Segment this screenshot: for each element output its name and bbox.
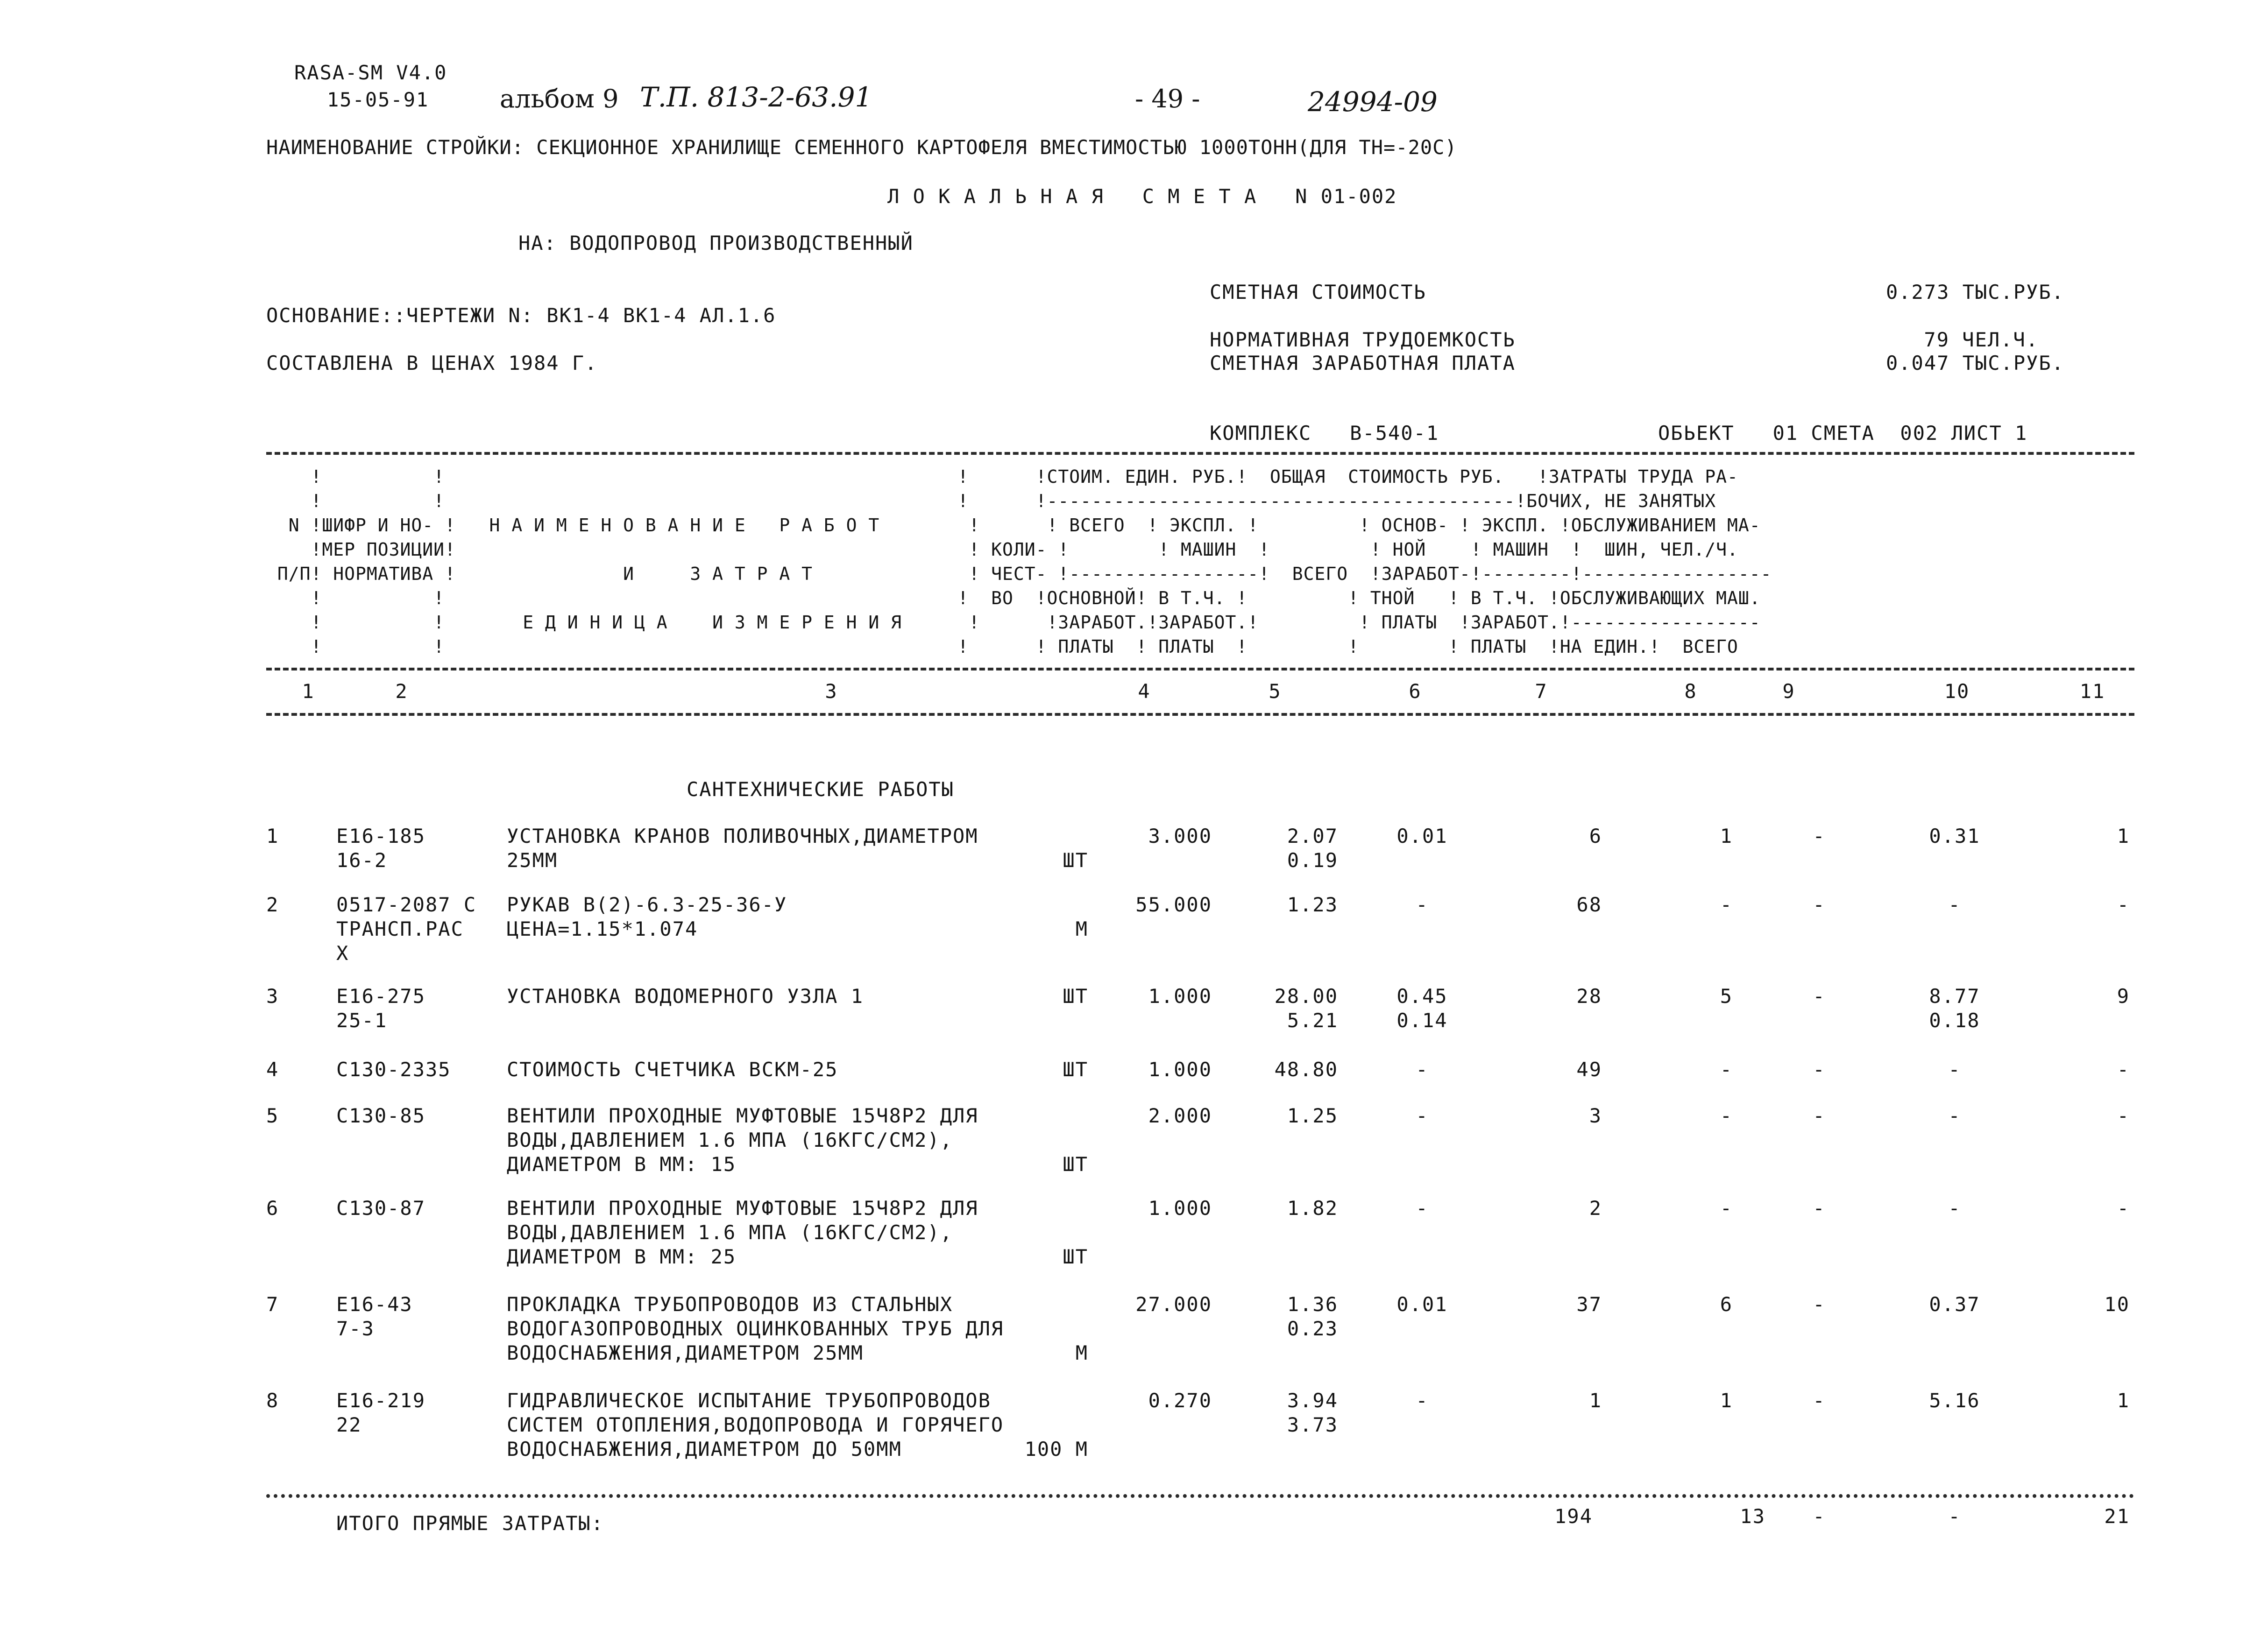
work-name: УСТАНОВКА КРАНОВ ПОЛИВОЧНЫХ,ДИАМЕТРОМ xyxy=(507,825,978,847)
work-name: ДИАМЕТРОМ В ММ: 15 xyxy=(507,1153,737,1176)
work-name: ЦЕНА=1.15*1.074 xyxy=(507,917,698,940)
unit: М xyxy=(1075,917,1088,940)
summary-labor-label: НОРМАТИВНАЯ ТРУДОЕМКОСТЬ xyxy=(1210,328,1516,351)
row-number: 8 xyxy=(266,1389,279,1412)
quantity: 27.000 xyxy=(1135,1293,1212,1316)
norm-code: С130-2335 xyxy=(336,1058,451,1081)
quantity: 1.000 xyxy=(1148,985,1212,1008)
row-number: 4 xyxy=(266,1058,279,1081)
total-cost: 1 xyxy=(1589,1389,1602,1412)
summary-wage-label: СМЕТНАЯ ЗАРАБОТНАЯ ПЛАТА xyxy=(1210,352,1516,374)
unit: ШТ xyxy=(1063,1245,1088,1268)
totals-labor-total: 21 xyxy=(2104,1505,2130,1528)
labor-per-unit: - xyxy=(1948,1104,1961,1127)
unit: ШТ xyxy=(1063,1153,1088,1176)
norm-code: Е16-43 xyxy=(336,1293,413,1316)
unit-cost-total: 28.00 xyxy=(1274,985,1338,1008)
row-number: 7 xyxy=(266,1293,279,1316)
total-machines: - xyxy=(1813,1058,1826,1081)
column-number: 9 xyxy=(1782,680,1795,703)
total-wage: 6 xyxy=(1720,1293,1733,1316)
work-name: РУКАВ В(2)-6.3-25-36-У xyxy=(507,893,787,916)
document-code: 24994-09 xyxy=(1308,86,1438,118)
table-header-line: ! ! ! !------------------------------------------!БОЧИХ, НЕ ЗАНЯТЫХ xyxy=(266,491,1716,511)
total-wage: 1 xyxy=(1720,1389,1733,1412)
totals-label: ИТОГО ПРЯМЫЕ ЗАТРАТЫ: xyxy=(336,1512,604,1535)
work-name: ВОДОСНАБЖЕНИЯ,ДИАМЕТРОМ ДО 50ММ xyxy=(507,1438,902,1460)
work-name: ГИДРАВЛИЧЕСКОЕ ИСПЫТАНИЕ ТРУБОПРОВОДОВ xyxy=(507,1389,991,1412)
estimate-subject: НА: ВОДОПРОВОД ПРОИЗВОДСТВЕННЫЙ xyxy=(518,232,914,254)
labor-per-unit: 5.16 xyxy=(1929,1389,1980,1412)
unit-cost-wage: 5.21 xyxy=(1287,1009,1338,1032)
total-machines: - xyxy=(1813,1389,1826,1412)
total-machines: - xyxy=(1813,825,1826,847)
row-number: 2 xyxy=(266,893,279,916)
unit-cost-machines: - xyxy=(1416,1197,1429,1220)
labor-per-unit: - xyxy=(1948,1197,1961,1220)
unit: ШТ xyxy=(1063,1058,1088,1081)
unit: 100 М xyxy=(1024,1438,1088,1460)
total-machines: - xyxy=(1813,893,1826,916)
quantity: 55.000 xyxy=(1135,893,1212,916)
labor-per-unit: 0.37 xyxy=(1929,1293,1980,1316)
summary-labor-value: 79 ЧЕЛ.Ч. xyxy=(1924,328,2039,351)
norm-code: Е16-219 xyxy=(336,1389,426,1412)
norm-code: 25-1 xyxy=(336,1009,388,1032)
unit-cost-machines: 0.45 xyxy=(1396,985,1448,1008)
album-number: Т.П. 813-2-63.91 xyxy=(640,81,872,113)
work-name: ДИАМЕТРОМ В ММ: 25 xyxy=(507,1245,737,1268)
quantity: 1.000 xyxy=(1148,1058,1212,1081)
table-header-line: ! ! ! !СТОИМ. ЕДИН. РУБ.! ОБЩАЯ СТОИМОСТЬ РУБ. !ЗАТРАТЫ ТРУДА РА- xyxy=(266,466,1738,487)
unit-cost-machines: - xyxy=(1416,1104,1429,1127)
prices-line: СОСТАВЛЕНА В ЦЕНАХ 1984 Г. xyxy=(266,352,598,374)
column-number: 5 xyxy=(1269,680,1282,703)
work-name: ПРОКЛАДКА ТРУБОПРОВОДОВ ИЗ СТАЛЬНЫХ xyxy=(507,1293,953,1316)
column-number: 3 xyxy=(825,680,838,703)
work-name: ВЕНТИЛИ ПРОХОДНЫЕ МУФТОВЫЕ 15Ч8Р2 ДЛЯ xyxy=(507,1104,978,1127)
page-number: - 49 - xyxy=(1135,84,1200,113)
norm-code: ТРАНСП.РАС xyxy=(336,917,464,940)
unit: ШТ xyxy=(1063,985,1088,1008)
labor-total: - xyxy=(2117,1058,2130,1081)
object-ref: ОБЬЕКТ 01 СМЕТА 002 ЛИСТ 1 xyxy=(1658,422,2028,444)
labor-total: - xyxy=(2117,1197,2130,1220)
total-cost: 3 xyxy=(1589,1104,1602,1127)
unit-cost-machines: - xyxy=(1416,1389,1429,1412)
summary-cost-value: 0.273 ТЫС.РУБ. xyxy=(1885,281,2064,303)
work-name: УСТАНОВКА ВОДОМЕРНОГО УЗЛА 1 xyxy=(507,985,864,1008)
quantity: 1.000 xyxy=(1148,1197,1212,1220)
total-wage: 1 xyxy=(1720,825,1733,847)
unit-cost-wage: 0.19 xyxy=(1287,849,1338,872)
total-cost: 2 xyxy=(1589,1197,1602,1220)
labor-total: - xyxy=(2117,893,2130,916)
totals-rule xyxy=(266,1494,2134,1498)
total-cost: 6 xyxy=(1589,825,1602,847)
labor-per-unit: 0.18 xyxy=(1929,1009,1980,1032)
unit-cost-machines: - xyxy=(1416,1058,1429,1081)
quantity: 0.270 xyxy=(1148,1389,1212,1412)
norm-code: С130-87 xyxy=(336,1197,426,1220)
work-name: ВЕНТИЛИ ПРОХОДНЫЕ МУФТОВЫЕ 15Ч8Р2 ДЛЯ xyxy=(507,1197,978,1220)
unit-cost-total: 2.07 xyxy=(1287,825,1338,847)
total-wage: - xyxy=(1720,1104,1733,1127)
work-name: СИСТЕМ ОТОПЛЕНИЯ,ВОДОПРОВОДА И ГОРЯЧЕГО xyxy=(507,1413,1004,1436)
labor-per-unit: 0.31 xyxy=(1929,825,1980,847)
column-number: 6 xyxy=(1409,680,1422,703)
norm-code: Е16-275 xyxy=(336,985,426,1008)
project-title: НАИМЕНОВАНИЕ СТРОЙКИ: СЕКЦИОННОЕ ХРАНИЛИЩЕ СЕМЕННОГО КАРТОФЕЛЯ ВМЕСТИМОСТЬЮ 1000ТОНН(ДЛЯ ТН=-20С) xyxy=(266,136,1457,159)
unit-cost-wage: 3.73 xyxy=(1287,1413,1338,1436)
table-header-line: !МЕР ПОЗИЦИИ! ! КОЛИ- ! ! МАШИН ! ! НОЙ ! МАШИН ! ШИН, ЧЕЛ./Ч. xyxy=(266,539,1738,560)
row-number: 5 xyxy=(266,1104,279,1127)
section-title: САНТЕХНИЧЕСКИЕ РАБОТЫ xyxy=(687,778,955,801)
column-number: 2 xyxy=(395,680,408,703)
unit-cost-machines: 0.01 xyxy=(1396,825,1448,847)
work-name: ВОДОГАЗОПРОВОДНЫХ ОЦИНКОВАННЫХ ТРУБ ДЛЯ xyxy=(507,1317,1004,1340)
labor-total: 1 xyxy=(2117,1389,2130,1412)
column-number: 7 xyxy=(1535,680,1548,703)
total-wage: 5 xyxy=(1720,985,1733,1008)
column-number: 10 xyxy=(1944,680,1970,703)
table-header-line: П/П! НОРМАТИВА ! И З А Т Р А Т ! ЧЕСТ- !-----------------! ВСЕГО !ЗАРАБОТ-!--------!----------------- xyxy=(266,564,1772,584)
unit-cost-total: 1.36 xyxy=(1287,1293,1338,1316)
column-number: 1 xyxy=(302,680,315,703)
quantity: 2.000 xyxy=(1148,1104,1212,1127)
unit-cost-total: 48.80 xyxy=(1274,1058,1338,1081)
row-number: 3 xyxy=(266,985,279,1008)
summary-wage-value: 0.047 ТЫС.РУБ. xyxy=(1885,352,2064,374)
labor-total: 10 xyxy=(2104,1293,2130,1316)
labor-per-unit: - xyxy=(1948,893,1961,916)
total-machines: - xyxy=(1813,1104,1826,1127)
total-machines: - xyxy=(1813,985,1826,1008)
summary-cost-label: СМЕТНАЯ СТОИМОСТЬ xyxy=(1210,281,1426,303)
row-number: 1 xyxy=(266,825,279,847)
work-name: ВОДОСНАБЖЕНИЯ,ДИАМЕТРОМ 25ММ xyxy=(507,1341,864,1364)
unit: ШТ xyxy=(1063,849,1088,872)
unit-cost-total: 1.25 xyxy=(1287,1104,1338,1127)
unit-cost-wage: 0.23 xyxy=(1287,1317,1338,1340)
unit-cost-machines-wage: 0.14 xyxy=(1396,1009,1448,1032)
labor-per-unit: 8.77 xyxy=(1929,985,1980,1008)
total-cost: 37 xyxy=(1576,1293,1602,1316)
column-number: 8 xyxy=(1684,680,1697,703)
system-label: RASA-SM V4.0 xyxy=(294,61,447,84)
norm-code: 16-2 xyxy=(336,849,388,872)
total-wage: - xyxy=(1720,1058,1733,1081)
labor-per-unit: - xyxy=(1948,1058,1961,1081)
column-number: 11 xyxy=(2079,680,2105,703)
basis-line: ОСНОВАНИЕ::ЧЕРТЕЖИ N: ВК1-4 ВК1-4 АЛ.1.6 xyxy=(266,304,776,327)
unit-cost-machines: 0.01 xyxy=(1396,1293,1448,1316)
work-name: СТОИМОСТЬ СЧЕТЧИКА ВСКМ-25 xyxy=(507,1058,838,1081)
labor-total: 9 xyxy=(2117,985,2130,1008)
labor-total: - xyxy=(2117,1104,2130,1127)
table-header-line: ! ! Е Д И Н И Ц А И З М Е Р Е Н И Я ! !ЗАРАБОТ.!ЗАРАБОТ.! ! ПЛАТЫ !ЗАРАБОТ.!----------------- xyxy=(266,612,1761,633)
totals-labor-unit: - xyxy=(1948,1505,1961,1528)
table-header-line: ! ! ! ! ПЛАТЫ ! ПЛАТЫ ! ! ! ПЛАТЫ !НА ЕДИН.! ВСЕГО xyxy=(266,636,1738,657)
norm-code: 0517-2087 С xyxy=(336,893,477,916)
album-prefix: альбом 9 xyxy=(500,84,619,113)
total-wage: - xyxy=(1720,893,1733,916)
row-number: 6 xyxy=(266,1197,279,1220)
norm-code: Х xyxy=(336,942,349,965)
estimate-title: Л О К А Л Ь Н А Я С М Е Т А N 01-002 xyxy=(887,185,1397,208)
unit-cost-total: 3.94 xyxy=(1287,1389,1338,1412)
total-wage: - xyxy=(1720,1197,1733,1220)
unit-cost-machines: - xyxy=(1416,893,1429,916)
table-header-line: N !ШИФР И НО- ! Н А И М Е Н О В А Н И Е Р А Б О Т ! ! ВСЕГО ! ЭКСПЛ. ! ! ОСНОВ- ! ЭКСПЛ. !ОБСЛУЖИВАНИЕМ МА- xyxy=(266,515,1761,536)
unit: М xyxy=(1075,1341,1088,1364)
unit-cost-total: 1.82 xyxy=(1287,1197,1338,1220)
total-cost: 49 xyxy=(1576,1058,1602,1081)
work-name: ВОДЫ,ДАВЛЕНИЕМ 1.6 МПА (16КГС/СМ2), xyxy=(507,1221,953,1244)
totals-mach: - xyxy=(1813,1505,1826,1528)
total-cost: 28 xyxy=(1576,985,1602,1008)
table-header-line: ! ! ! ВО !ОСНОВНОЙ! В Т.Ч. ! ! ТНОЙ ! В Т.Ч. !ОБСЛУЖИВАЮЩИХ МАШ. xyxy=(266,588,1761,608)
unit-cost-total: 1.23 xyxy=(1287,893,1338,916)
total-machines: - xyxy=(1813,1293,1826,1316)
totals-wage: 13 xyxy=(1740,1505,1765,1528)
norm-code: 7-3 xyxy=(336,1317,375,1340)
norm-code: Е16-185 xyxy=(336,825,426,847)
totals-total: 194 xyxy=(1554,1505,1593,1528)
norm-code: С130-85 xyxy=(336,1104,426,1127)
total-machines: - xyxy=(1813,1197,1826,1220)
quantity: 3.000 xyxy=(1148,825,1212,847)
norm-code: 22 xyxy=(336,1413,362,1436)
work-name: 25ММ xyxy=(507,849,558,872)
date-label: 15-05-91 xyxy=(327,88,429,111)
labor-total: 1 xyxy=(2117,825,2130,847)
complex-ref: КОМПЛЕКС В-540-1 xyxy=(1210,422,1439,444)
column-number: 4 xyxy=(1138,680,1151,703)
work-name: ВОДЫ,ДАВЛЕНИЕМ 1.6 МПА (16КГС/СМ2), xyxy=(507,1129,953,1151)
total-cost: 68 xyxy=(1576,893,1602,916)
